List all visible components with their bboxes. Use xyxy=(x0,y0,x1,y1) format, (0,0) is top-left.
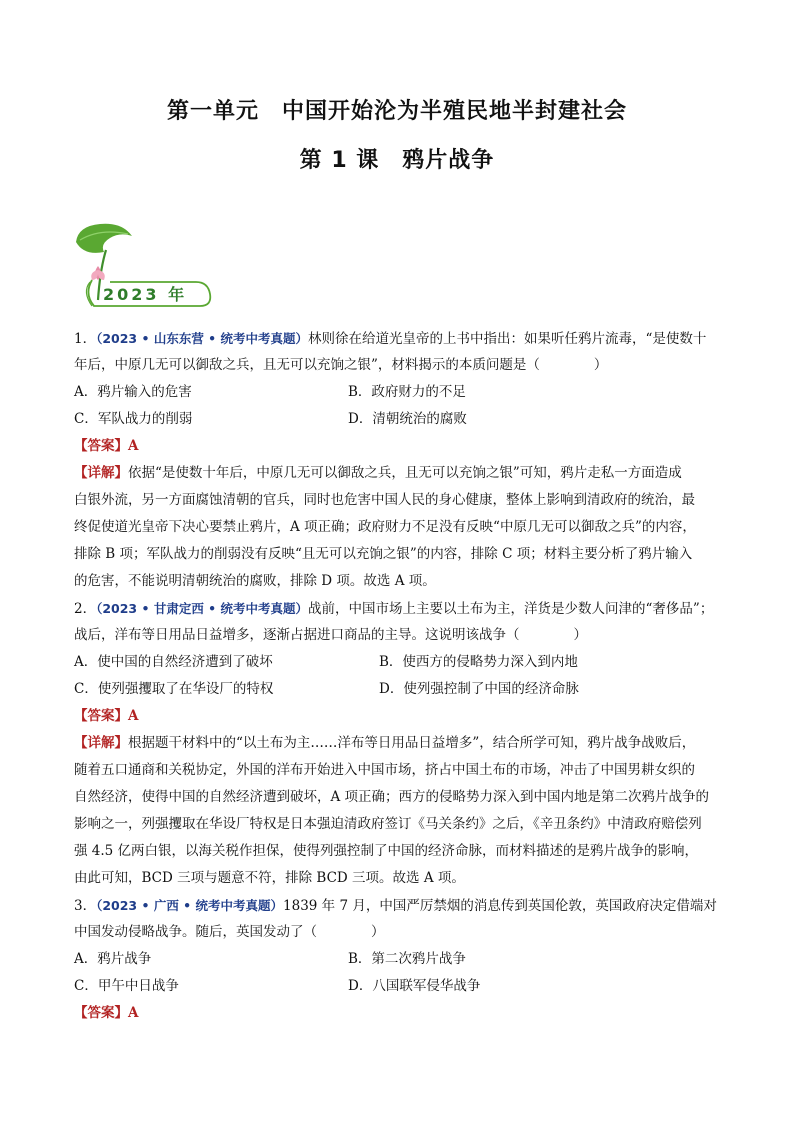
q3-source: （2023 • 广西 • 统考中考真题） xyxy=(96,898,284,913)
unit-title: 第一单元 中国开始沦为半殖民地半封建社会 xyxy=(166,99,627,124)
q3-option-b: B．第二次鸦片战争 xyxy=(348,951,466,967)
q1-detail-tag: 【详解】 xyxy=(74,465,128,481)
q1-detail-line: 排除 B 项；军队战力的削弱没有反映“且无可以充饷之银”的内容，排除 C 项；材料主要分析了鸦片输入 xyxy=(74,546,693,562)
q1-option-b: B．政府财力的不足 xyxy=(348,384,466,400)
q2-stem-line xyxy=(74,595,734,622)
q1-detail-line xyxy=(74,460,734,487)
year-label: 2023 年 xyxy=(103,285,188,304)
q3-stem: 1839 年 7 月，中国严厉禁烟的消息传到英国伦敦，英国政府决定借端对 xyxy=(283,898,717,914)
q1-stem-line2: 年后，中原几无可以御敌之兵，且无可以充饷之银”，材料揭示的本质问题是（ ） xyxy=(74,357,608,373)
q2-answer xyxy=(74,703,734,730)
q2-source: （2023 • 甘肃定西 • 统考中考真题） xyxy=(96,601,309,616)
q2-detail-line xyxy=(74,730,734,757)
q2-detail-line: 自然经济，使得中国的自然经济遭到破坏，A 项正确；西方的侵略势力深入到中国内地是第二次鸦片战争的 xyxy=(74,789,710,805)
q1-answer xyxy=(74,433,734,460)
q1-option-c: C．军队战力的削弱 xyxy=(74,411,193,427)
q2-options-row2 xyxy=(74,676,734,703)
q1-options-row1 xyxy=(74,379,734,406)
q1-source: （2023 • 山东东营 • 统考中考真题） xyxy=(96,331,309,346)
q3-option-a: A．鸦片战争 xyxy=(74,951,152,967)
q3-options-row2 xyxy=(74,973,734,1000)
q1-detail-line: 白银外流，另一方面腐蚀清朝的官兵，同时也危害中国人民的身心健康，整体上影响到清政府的统治，最 xyxy=(74,492,695,508)
q2-detail-line: 强 4.5 亿两白银，以海关税作担保，使得列强控制了中国的经济命脉，而材料描述的是鸦片战争的影响， xyxy=(74,843,699,859)
q2-detail-text: 根据题干材料中的“以土布为主……洋布等日用品日益增多”，结合所学可知，鸦片战争战败后， xyxy=(128,735,696,751)
q2-detail-tag: 【详解】 xyxy=(74,735,128,751)
q1-stem-line xyxy=(74,325,734,352)
q3-option-c: C．甲午中日战争 xyxy=(74,978,179,994)
q2-answer-value: A xyxy=(128,708,139,724)
q2-option-a: A．使中国的自然经济遭到了破坏 xyxy=(74,654,273,670)
q3-options-row1 xyxy=(74,946,734,973)
q2-number: 2． xyxy=(74,601,97,617)
q2-option-b: B．使西方的侵略势力深入到内地 xyxy=(379,654,578,670)
q2-stem-line2: 战后，洋布等日用品日益增多，逐渐占据进口商品的主导。这说明该战争（ ） xyxy=(74,627,587,643)
q1-answer-tag: 【答案】 xyxy=(74,438,128,454)
q2-options-row1 xyxy=(74,649,734,676)
q1-option-a: A．鸦片输入的危害 xyxy=(74,384,192,400)
q3-number: 3． xyxy=(74,898,97,914)
q3-option-d: D．八国联军侵华战争 xyxy=(348,978,481,994)
q1-detail-text: 依据“是使数十年后，中原几无可以御敌之兵，且无可以充饷之银”可知，鸦片走私一方面造成 xyxy=(128,465,682,481)
q2-detail-line: 由此可知，BCD 三项与题意不符，排除 BCD 三项。故选 A 项。 xyxy=(74,870,465,886)
question-list xyxy=(74,325,734,1027)
q1-options-row2 xyxy=(74,406,734,433)
q2-option-d: D．使列强控制了中国的经济命脉 xyxy=(379,681,579,697)
q1-detail-line: 的危害，不能说明清朝统治的腐败，排除 D 项。故选 A 项。 xyxy=(74,573,436,589)
q2-answer-tag: 【答案】 xyxy=(74,708,128,724)
q3-answer-tag: 【答案】 xyxy=(74,1005,128,1021)
q1-number: 1． xyxy=(74,331,97,347)
q2-detail-line: 随着五口通商和关税协定，外国的洋布开始进入中国市场，挤占中国土布的市场，冲击了中国男耕女织的 xyxy=(74,762,695,778)
q3-stem-line xyxy=(74,892,734,919)
q2-option-c: C．使列强攫取了在华设厂的特权 xyxy=(74,681,274,697)
q1-stem: 林则徐在给道光皇帝的上书中指出：如果听任鸦片流毒，“是使数十 xyxy=(308,331,707,347)
q3-answer-value: A xyxy=(128,1005,139,1021)
q1-detail-line: 终促使道光皇帝下决心要禁止鸦片，A 项正确；政府财力不足没有反映“中原几无可以御敌之兵”的内容， xyxy=(74,519,696,535)
q1-answer-value: A xyxy=(128,438,139,454)
q3-stem-line2: 中国发动侵略战争。随后，英国发动了（ ） xyxy=(74,924,385,940)
q3-answer xyxy=(74,1000,734,1027)
q1-option-d: D．清朝统治的腐败 xyxy=(348,411,467,427)
lesson-title: 第 1 课 鸦片战争 xyxy=(299,148,495,173)
q2-detail-line: 影响之一，列强攫取在华设厂特权是日本强迫清政府签订《马关条约》之后，《辛丑条约》中清政府赔偿列 xyxy=(74,816,702,832)
q2-stem: 战前，中国市场上主要以土布为主，洋货是少数人问津的“奢侈品”； xyxy=(308,601,714,617)
